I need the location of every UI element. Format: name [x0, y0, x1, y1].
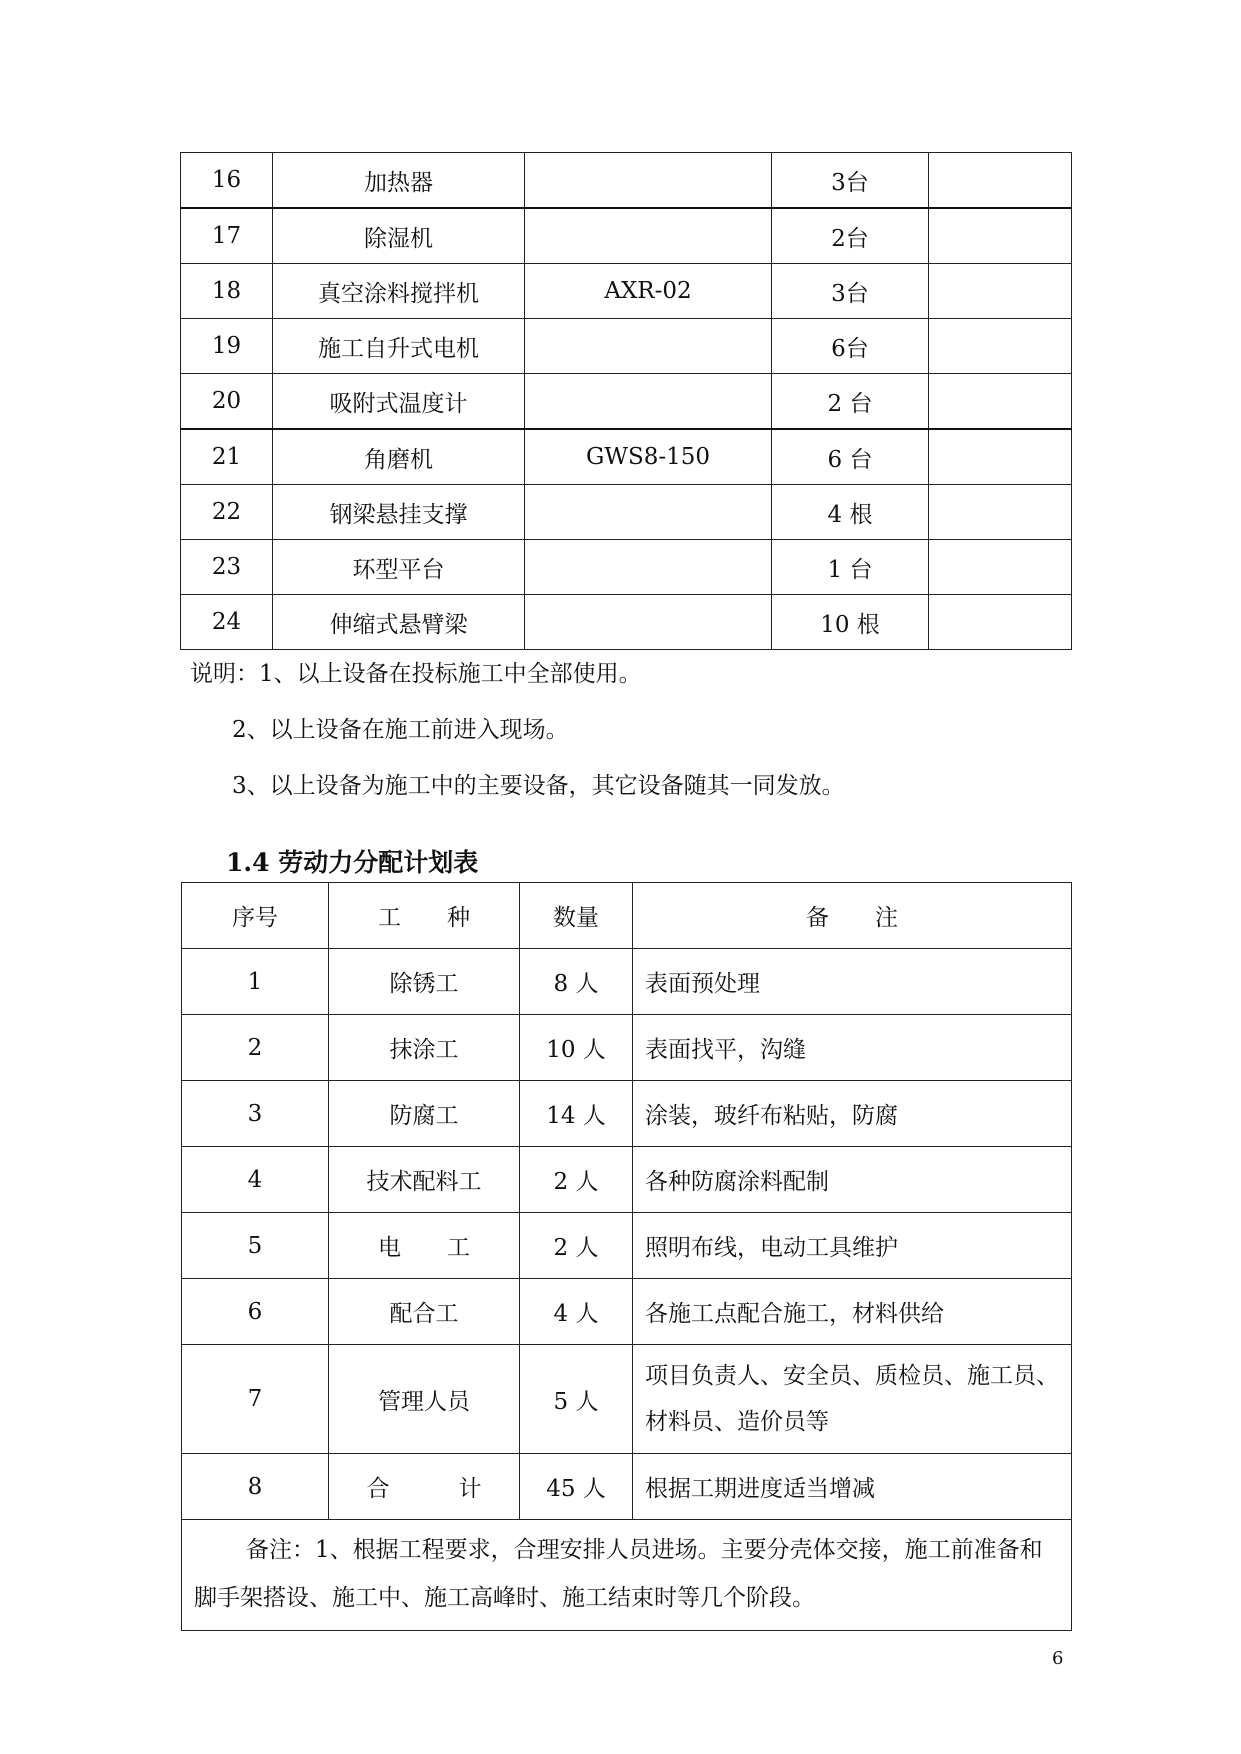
cell-remark: 各种防腐涂料配制 [633, 1147, 1072, 1213]
cell-no: 18 [181, 264, 273, 319]
cell-name: 伸缩式悬臂梁 [273, 595, 525, 650]
cell-type: 合 计 [329, 1454, 520, 1520]
cell-no: 16 [181, 153, 273, 209]
cell-type: 防腐工 [329, 1081, 520, 1147]
cell-note [929, 485, 1072, 540]
table-row [182, 949, 1072, 1015]
labor-table [181, 882, 1072, 1631]
cell-remark: 项目负责人、安全员、质检员、施工员、材料员、造价员等 [633, 1345, 1072, 1454]
cell-remark: 各施工点配合施工，材料供给 [633, 1279, 1072, 1345]
note-line-3: 3、以上设备为施工中的主要设备，其它设备随其一同发放。 [232, 773, 845, 799]
cell-remark: 照明布线，电动工具维护 [633, 1213, 1072, 1279]
cell-no: 23 [181, 540, 273, 595]
cell-name: 吸附式温度计 [273, 374, 525, 430]
table-row [182, 1454, 1072, 1520]
cell-count: 10 人 [520, 1015, 633, 1081]
cell-no: 5 [182, 1213, 329, 1279]
cell-count: 2 人 [520, 1213, 633, 1279]
cell-no: 17 [181, 208, 273, 264]
note-line-2: 2、以上设备在施工前进入现场。 [232, 717, 569, 743]
cell-type: 抹涂工 [329, 1015, 520, 1081]
table-row [182, 1213, 1072, 1279]
table-row [182, 1279, 1072, 1345]
cell-no: 20 [181, 374, 273, 430]
table-row [181, 319, 1072, 374]
cell-remark: 涂装，玻纤布粘贴，防腐 [633, 1081, 1072, 1147]
cell-name: 真空涂料搅拌机 [273, 264, 525, 319]
note-line-1: 说明：1、以上设备在投标施工中全部使用。 [190, 661, 642, 687]
cell-count: 45 人 [520, 1454, 633, 1520]
cell-note [929, 153, 1072, 209]
cell-note [929, 374, 1072, 430]
labor-footnote: 备注：1、根据工程要求，合理安排人员进场。主要分壳体交接，施工前准备和脚手架搭设、施工中、施工高峰时、施工结束时等几个阶段。 [182, 1520, 1072, 1631]
cell-note [929, 540, 1072, 595]
cell-no: 2 [182, 1015, 329, 1081]
cell-qty: 4 根 [772, 485, 929, 540]
cell-model [525, 153, 772, 209]
table-row [181, 208, 1072, 264]
table-row [181, 540, 1072, 595]
cell-remark: 表面预处理 [633, 949, 1072, 1015]
table-row [181, 485, 1072, 540]
cell-no: 4 [182, 1147, 329, 1213]
cell-count: 5 人 [520, 1345, 633, 1454]
header-cell: 备 注 [633, 883, 1072, 949]
cell-no: 7 [182, 1345, 329, 1454]
cell-note [929, 264, 1072, 319]
cell-name: 钢梁悬挂支撑 [273, 485, 525, 540]
cell-qty: 10 根 [772, 595, 929, 650]
cell-type: 电 工 [329, 1213, 520, 1279]
section-title: 1.4 劳动力分配计划表 [226, 848, 479, 877]
cell-qty: 3台 [772, 153, 929, 209]
table-row [181, 429, 1072, 485]
cell-model [525, 208, 772, 264]
header-cell: 工 种 [329, 883, 520, 949]
table-row [181, 595, 1072, 650]
cell-count: 2 人 [520, 1147, 633, 1213]
cell-name: 加热器 [273, 153, 525, 209]
cell-name: 环型平台 [273, 540, 525, 595]
cell-remark: 根据工期进度适当增减 [633, 1454, 1072, 1520]
table-row [182, 1015, 1072, 1081]
page-number: 6 [1052, 1648, 1064, 1669]
cell-no: 1 [182, 949, 329, 1015]
cell-type: 技术配料工 [329, 1147, 520, 1213]
header-cell: 序号 [182, 883, 329, 949]
labor-header-row [182, 883, 1072, 949]
cell-qty: 3台 [772, 264, 929, 319]
cell-model [525, 595, 772, 650]
table-row [182, 1081, 1072, 1147]
cell-name: 角磨机 [273, 429, 525, 485]
cell-qty: 2台 [772, 208, 929, 264]
cell-model [525, 540, 772, 595]
footnote-row [182, 1520, 1072, 1631]
cell-no: 19 [181, 319, 273, 374]
cell-model [525, 485, 772, 540]
cell-no: 8 [182, 1454, 329, 1520]
cell-type: 配合工 [329, 1279, 520, 1345]
cell-name: 施工自升式电机 [273, 319, 525, 374]
cell-note [929, 208, 1072, 264]
cell-model: AXR-02 [525, 264, 772, 319]
cell-count: 8 人 [520, 949, 633, 1015]
cell-no: 3 [182, 1081, 329, 1147]
cell-no: 24 [181, 595, 273, 650]
cell-qty: 6台 [772, 319, 929, 374]
cell-no: 6 [182, 1279, 329, 1345]
cell-model: GWS8-150 [525, 429, 772, 485]
cell-model [525, 374, 772, 430]
cell-type: 管理人员 [329, 1345, 520, 1454]
cell-qty: 1 台 [772, 540, 929, 595]
cell-model [525, 319, 772, 374]
table-row [182, 1345, 1072, 1454]
cell-remark: 表面找平，沟缝 [633, 1015, 1072, 1081]
cell-qty: 2 台 [772, 374, 929, 430]
cell-count: 14 人 [520, 1081, 633, 1147]
cell-qty: 6 台 [772, 429, 929, 485]
header-cell: 数量 [520, 883, 633, 949]
cell-count: 4 人 [520, 1279, 633, 1345]
table-row [181, 153, 1072, 209]
cell-note [929, 319, 1072, 374]
cell-no: 22 [181, 485, 273, 540]
table-row [182, 1147, 1072, 1213]
table-row [181, 374, 1072, 430]
cell-type: 除锈工 [329, 949, 520, 1015]
cell-name: 除湿机 [273, 208, 525, 264]
cell-note [929, 595, 1072, 650]
cell-note [929, 429, 1072, 485]
equipment-table [180, 152, 1072, 650]
cell-no: 21 [181, 429, 273, 485]
table-row [181, 264, 1072, 319]
